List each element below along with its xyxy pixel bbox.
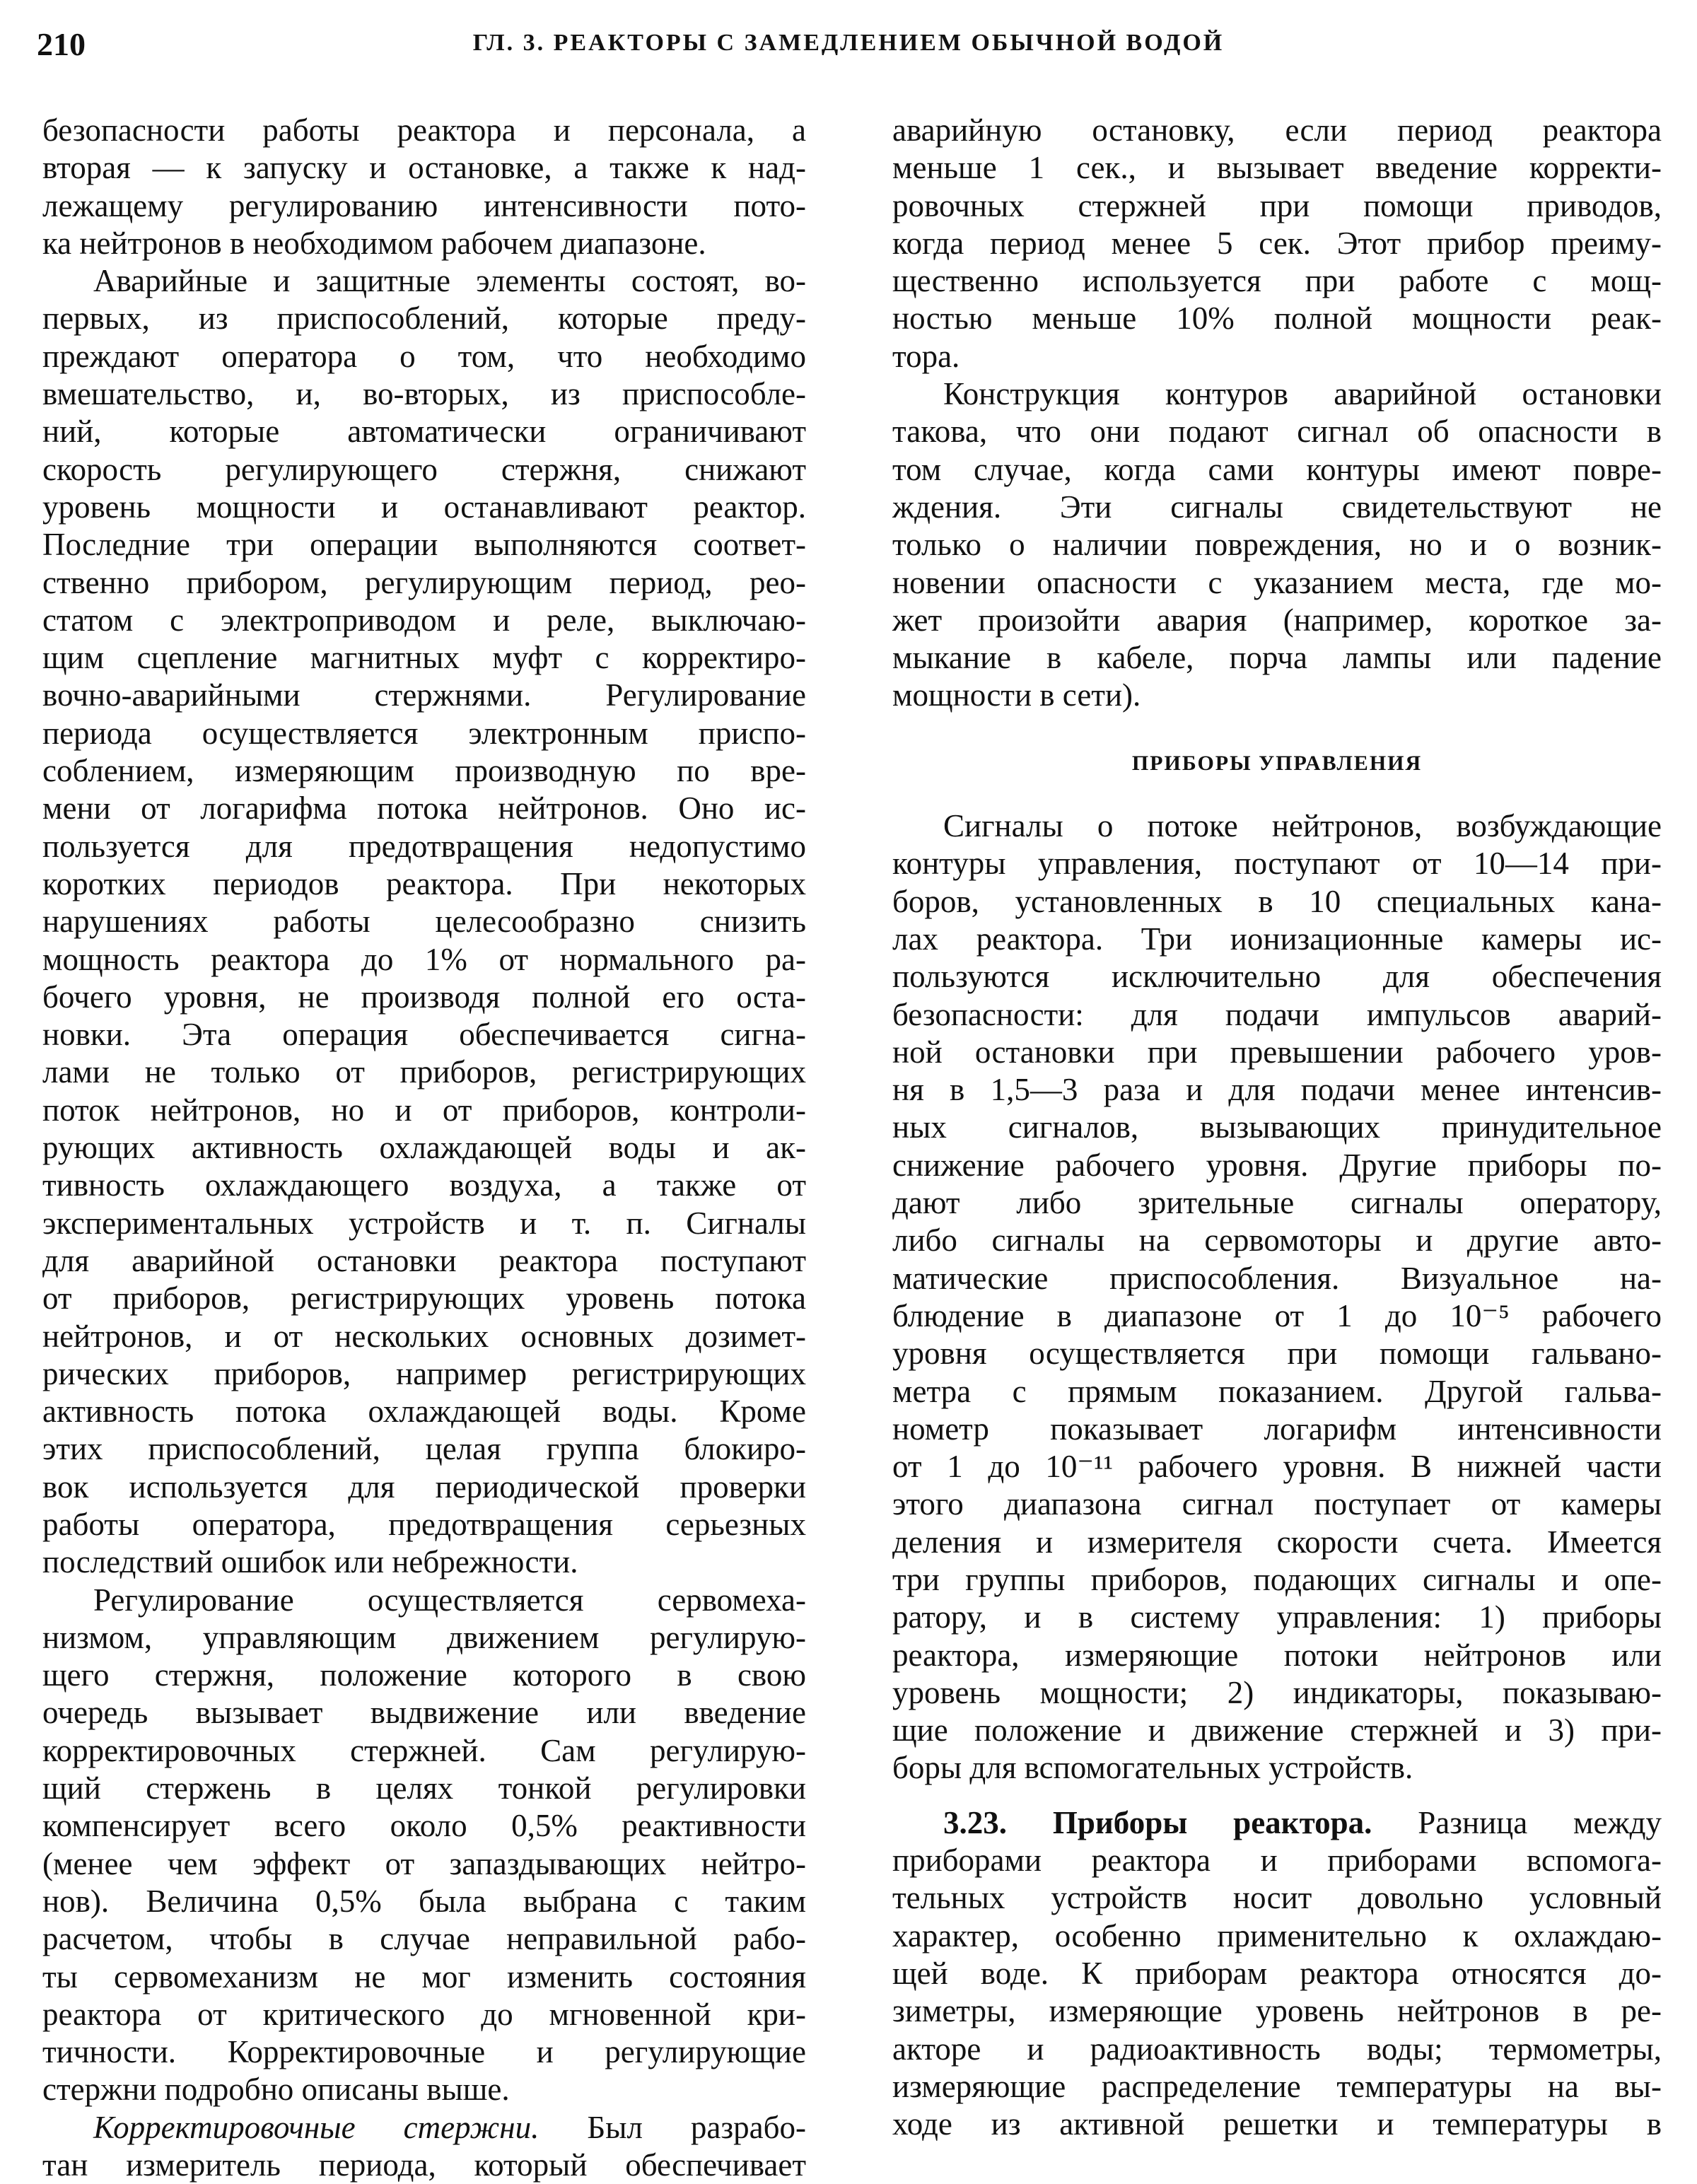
text-line: Аварийные и защитные элементы состоят, во- [93, 263, 806, 299]
text-line: щий стержень в целях тонкой регулировки [42, 1770, 806, 1806]
text-line: бочего уровня, не производя полной его оста- [42, 979, 806, 1015]
text-line: периода осуществляется электронным приспо- [42, 715, 806, 751]
text-line: блюдение в диапазоне от 1 до 10⁻⁵ рабочего [892, 1297, 1662, 1333]
text-line: контуры управления, поступают от 10—14 при- [892, 846, 1662, 882]
text-line: такова, что они подают сигнал об опасности в [892, 414, 1662, 450]
paragraph [892, 807, 1662, 1787]
text-line: лежащему регулированию интенсивности пото- [42, 187, 806, 223]
text-line: ний, которые автоматически ограничивают [42, 414, 806, 450]
text-line: ждения. Эти сигналы свидетельствуют не [892, 489, 1662, 525]
text-line: мощность реактора до 1% от нормального ра- [42, 941, 806, 977]
text-line: соблением, измеряющим производную по вре- [42, 753, 806, 789]
text-line: ной остановки при превышении рабочего уров- [892, 1034, 1662, 1070]
text-line: ня в 1,5—3 раза и для подачи менее интенсив- [892, 1072, 1662, 1108]
text-line: акторе и радиоактивность воды; термометры, [892, 2031, 1662, 2067]
text-line: ратору, и в систему управления: 1) приборы [892, 1599, 1662, 1635]
text-line: для аварийной остановки реактора поступают [42, 1242, 806, 1278]
paragraph [42, 2109, 806, 2184]
paragraph [892, 1804, 1662, 2144]
text-line: уровень мощности; 2) индикаторы, показываю- [892, 1674, 1662, 1710]
text-line: жет произойти авария (например, короткое за- [892, 602, 1662, 638]
text-line: когда период менее 5 сек. Этот прибор преиму- [892, 225, 1662, 261]
page-number: 210 [37, 26, 86, 62]
text-line: уровня осуществляется при помощи гальвано- [892, 1336, 1662, 1372]
text-line [892, 1804, 1662, 1842]
text-line: нов). Величина 0,5% была выбрана с таким [42, 1883, 806, 1919]
text-line: новки. Эта операция обеспечивается сигна- [42, 1017, 806, 1053]
text-line: поток нейтронов, но и от приборов, контроли- [42, 1092, 806, 1128]
text-line: Конструкция контуров аварийной остановки [943, 376, 1662, 412]
text-line: корректировочных стержней. Сам регулирую- [42, 1732, 806, 1768]
text-line: щие положение и движение стержней и 3) при- [892, 1712, 1662, 1748]
text-line: нарушениях работы целесообразно снизить [42, 904, 806, 940]
text-line: аварийную остановку, если период реактора [892, 112, 1662, 148]
text-line: меньше 1 сек., и вызывает введение корректи- [892, 150, 1662, 186]
text-line: низмом, управляющим движением регулирую- [42, 1619, 806, 1655]
text-line: экспериментальных устройств и т. п. Сигналы [42, 1205, 806, 1241]
text-line: боры для вспомогательных устройств. [892, 1750, 1413, 1786]
text-line: ностью меньше 10% полной мощности реак- [892, 300, 1662, 337]
text-line: вторая — к запуску и остановке, а также к над- [42, 150, 806, 186]
text-line: вок используется для периодической проверки [42, 1468, 806, 1505]
text-line: расчетом, чтобы в случае неправильной рабо- [42, 1921, 806, 1957]
text-line [42, 2109, 806, 2147]
paragraph [42, 262, 806, 1581]
paragraph [892, 112, 1662, 375]
text-line: деления и измерителя скорости счета. Имеется [892, 1524, 1662, 1560]
text-line: (менее чем эффект от запаздывающих нейтро- [42, 1845, 806, 1881]
text-line: тельных устройств носит довольно условный [892, 1880, 1662, 1916]
text-line: ных сигналов, вызывающих принудительное [892, 1109, 1662, 1145]
text-line: только о наличии повреждения, но и о возник- [892, 527, 1662, 563]
text-line: метра с прямым показанием. Другой гальва- [892, 1373, 1662, 1409]
section-number-heading: 3.23. Приборы реактора. [943, 1804, 1372, 1840]
text-line: преждают оператора о том, что необходимо [42, 338, 806, 374]
text-line: тан измеритель периода, который обеспечивает [42, 2147, 806, 2183]
text-line: реактора от критического до мгновенной кри- [42, 1996, 806, 2032]
text-line: Сигналы о потоке нейтронов, возбуждающие [943, 808, 1662, 844]
text-line: лах реактора. Три ионизационные камеры ис- [892, 921, 1662, 957]
text-line: вочно-аварийными стержнями. Регулирование [42, 677, 806, 713]
text-line: характер, особенно применительно к охлаждаю- [892, 1917, 1662, 1954]
text-line: реактора, измеряющие потоки нейтронов или [892, 1637, 1662, 1673]
paragraph-lines [42, 2147, 806, 2184]
text-line: дают либо зрительные сигналы оператору, [892, 1185, 1662, 1221]
text-line: уровень мощности и останавливают реактор. [42, 489, 806, 525]
text-line: зиметры, измеряющие уровень нейтронов в ре- [892, 1993, 1662, 2029]
paragraph [42, 1582, 806, 2109]
text-line: пользуются исключительно для обеспечения [892, 959, 1662, 995]
text-line: щей воде. К приборам реактора относятся до- [892, 1955, 1662, 1991]
text-line: от приборов, регистрирующих уровень потока [42, 1280, 806, 1316]
text-line: безопасности работы реактора и персонала, а [42, 112, 806, 148]
text-line: щим сцепление магнитных муфт с корректиро- [42, 640, 806, 676]
right-column [892, 112, 1662, 2143]
italic-run-in-heading: Корректировочные стержни. [93, 2109, 540, 2145]
text-line: безопасности: для подачи импульсов аварий- [892, 996, 1662, 1032]
text-line: тивность охлаждающего воздуха, а также от [42, 1167, 806, 1203]
text-line: боров, установленных в 10 специальных кана- [892, 883, 1662, 919]
text-line: тора. [892, 338, 960, 374]
text-line: пользуется для предотвращения недопустимо [42, 828, 806, 864]
text-line: снижение рабочего уровня. Другие приборы по- [892, 1147, 1662, 1183]
text-line: лами не только от приборов, регистрирующих [42, 1054, 806, 1090]
text-line: скорость регулирующего стержня, снижают [42, 451, 806, 487]
text-line: ственно прибором, регулирующим период, рео- [42, 564, 806, 600]
running-title: ГЛ. 3. РЕАКТОРЫ С ЗАМЕДЛЕНИЕМ ОБЫЧНОЙ ВОДОЙ [472, 30, 1225, 56]
text-run: Разница между [1372, 1804, 1662, 1840]
text-line: щественно используется при работе с мощ- [892, 263, 1662, 299]
text-line: ходе из активной решетки и температуры в [892, 2106, 1662, 2142]
text-line: ка нейтронов в необходимом рабочем диапазоне. [42, 225, 706, 261]
text-line: стержни подробно описаны выше. [42, 2072, 510, 2108]
text-line: Регулирование осуществляется сервомеха- [93, 1582, 806, 1618]
text-line: нометр показывает логарифм интенсивности [892, 1411, 1662, 1447]
paragraph-gap [892, 1787, 1662, 1804]
text-line: Последние три операции выполняются соответ- [42, 527, 806, 563]
left-column [42, 112, 806, 2184]
text-line: мыкание в кабеле, порча лампы или падение [892, 640, 1662, 676]
text-line: мени от логарифма потока нейтронов. Оно ис- [42, 790, 806, 827]
text-line: щего стержня, положение которого в свою [42, 1657, 806, 1693]
text-line: три группы приборов, подающих сигналы и опе- [892, 1561, 1662, 1597]
text-line: работы оператора, предотвращения серьезных [42, 1506, 806, 1542]
paragraph-lines [892, 1842, 1662, 2143]
text-line: компенсирует всего около 0,5% реактивности [42, 1808, 806, 1844]
text-line: рующих активность охлаждающей воды и ак- [42, 1130, 806, 1166]
text-line: мощности в сети). [892, 677, 1141, 713]
text-line: рических приборов, например регистрирующих [42, 1355, 806, 1391]
text-line: вмешательство, и, во-вторых, из приспособле- [42, 376, 806, 412]
paragraph [892, 375, 1662, 715]
text-line: матические приспособления. Визуальное на- [892, 1260, 1662, 1296]
text-line: новении опасности с указанием места, где мо- [892, 564, 1662, 600]
text-line: первых, из приспособлений, которые преду- [42, 300, 806, 337]
text-line: этих приспособлений, целая группа блокиро- [42, 1431, 806, 1467]
text-line: статом с электроприводом и реле, выключаю- [42, 602, 806, 638]
text-line: нейтронов, и от нескольких основных дозимет- [42, 1318, 806, 1354]
text-line: этого диапазона сигнал поступает от камеры [892, 1486, 1662, 1522]
text-line: приборами реактора и приборами вспомога- [892, 1843, 1662, 1879]
text-run: Был разрабо- [539, 2109, 806, 2145]
text-line: измеряющие распределение температуры на вы- [892, 2068, 1662, 2104]
paragraph [42, 112, 806, 262]
section-heading: ПРИБОРЫ УПРАВЛЕНИЯ [1131, 751, 1423, 775]
text-line: тичности. Корректировочные и регулирующие [42, 2034, 806, 2070]
text-line: коротких периодов реактора. При некоторых [42, 865, 806, 901]
text-line: от 1 до 10⁻¹¹ рабочего уровня. В нижней части [892, 1449, 1662, 1485]
text-line: ровочных стержней при помощи приводов, [892, 187, 1662, 223]
text-line: последствий ошибок или небрежности. [42, 1544, 578, 1580]
text-line: очередь вызывает выдвижение или введение [42, 1695, 806, 1731]
text-line: ты сервомеханизм не мог изменить состояния [42, 1958, 806, 1995]
text-line: том случае, когда сами контуры имеют повре- [892, 451, 1662, 487]
text-line: активность потока охлаждающей воды. Кроме [42, 1394, 806, 1430]
text-line: либо сигналы на сервомоторы и другие авто- [892, 1222, 1662, 1259]
